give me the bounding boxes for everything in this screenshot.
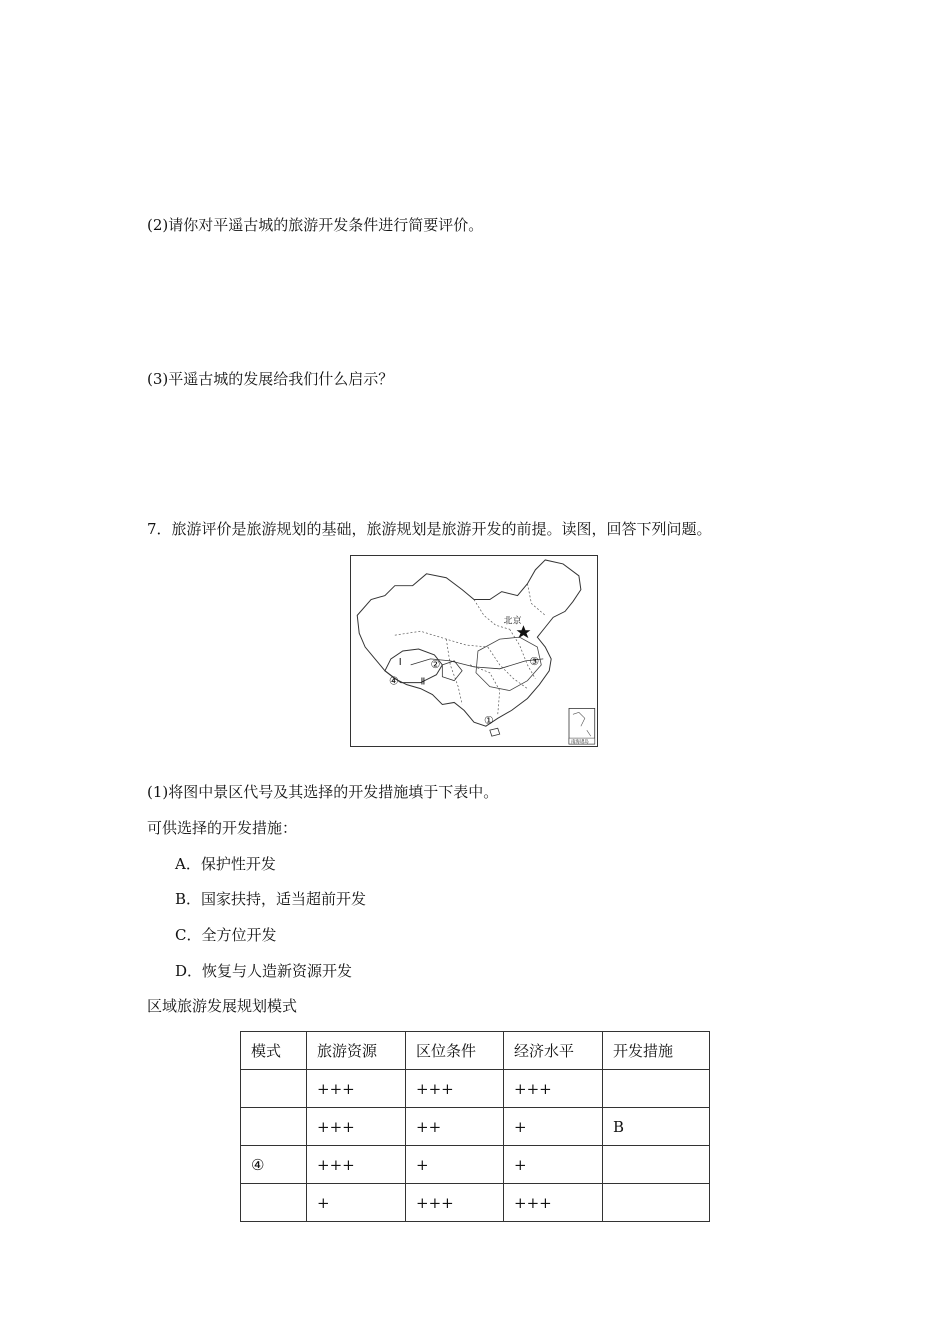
table-cell: +++: [307, 1070, 406, 1108]
question-7-1: (1)将图中景区代号及其选择的开发措施填于下表中。: [147, 783, 499, 801]
header-cell: 模式: [241, 1032, 307, 1070]
header-cell: 开发措施: [603, 1032, 710, 1070]
question-3: (3)平遥古城的发展给我们什么启示？: [147, 370, 394, 388]
table-cell: +++: [406, 1184, 504, 1222]
table-row: [241, 1146, 710, 1184]
table-cell: B: [603, 1108, 710, 1146]
question-7: 7．旅游评价是旅游规划的基础，旅游规划是旅游开发的前提。读图，回答下列问题。: [147, 520, 712, 538]
china-outline: [357, 560, 581, 726]
marker-4: ④: [388, 674, 399, 688]
label-region-1: Ⅰ: [398, 656, 402, 668]
header-cell: 旅游资源: [307, 1032, 406, 1070]
option-c: C．全方位开发: [175, 926, 277, 944]
table-cell: +++: [504, 1070, 603, 1108]
marker-2: ②: [430, 657, 441, 671]
table-row: [241, 1108, 710, 1146]
table-cell: +++: [406, 1070, 504, 1108]
option-d: D．恢复与人造新资源开发: [175, 962, 353, 980]
table-cell: [603, 1146, 710, 1184]
table-cell: [241, 1070, 307, 1108]
table-row: [241, 1070, 710, 1108]
option-a: A．保护性开发: [175, 855, 276, 873]
question-2: (2)请你对平遥古城的旅游开发条件进行简要评价。: [147, 216, 484, 234]
table-cell: +: [406, 1146, 504, 1184]
option-b: B．国家扶持，适当超前开发: [175, 890, 367, 908]
table-title: 区域旅游发展规划模式: [147, 997, 298, 1015]
header-cell: 经济水平: [504, 1032, 603, 1070]
table-cell: ++: [406, 1108, 504, 1146]
table-cell: [241, 1108, 307, 1146]
table-cell: +: [307, 1184, 406, 1222]
options-intro: 可供选择的开发措施：: [147, 819, 298, 837]
marker-3: ③: [529, 654, 540, 668]
table-row: [241, 1184, 710, 1222]
marker-1: ①: [483, 714, 494, 728]
table-cell: [241, 1184, 307, 1222]
table-cell: +++: [504, 1184, 603, 1222]
table-cell: [603, 1070, 710, 1108]
planning-table: [240, 1031, 710, 1222]
label-beijing: 北京: [503, 616, 522, 627]
table-cell: +: [504, 1108, 603, 1146]
label-region-2: Ⅱ: [420, 676, 426, 688]
table-cell: +++: [307, 1108, 406, 1146]
table-cell: +++: [307, 1146, 406, 1184]
table-cell: [603, 1184, 710, 1222]
beijing-star-icon: [517, 625, 531, 638]
table-header-row: [241, 1032, 710, 1070]
inset-label: 南海诸岛: [570, 740, 589, 746]
china-map-figure: [350, 555, 598, 747]
header-cell: 区位条件: [406, 1032, 504, 1070]
table-cell: ④: [241, 1146, 307, 1184]
table-cell: +: [504, 1146, 603, 1184]
